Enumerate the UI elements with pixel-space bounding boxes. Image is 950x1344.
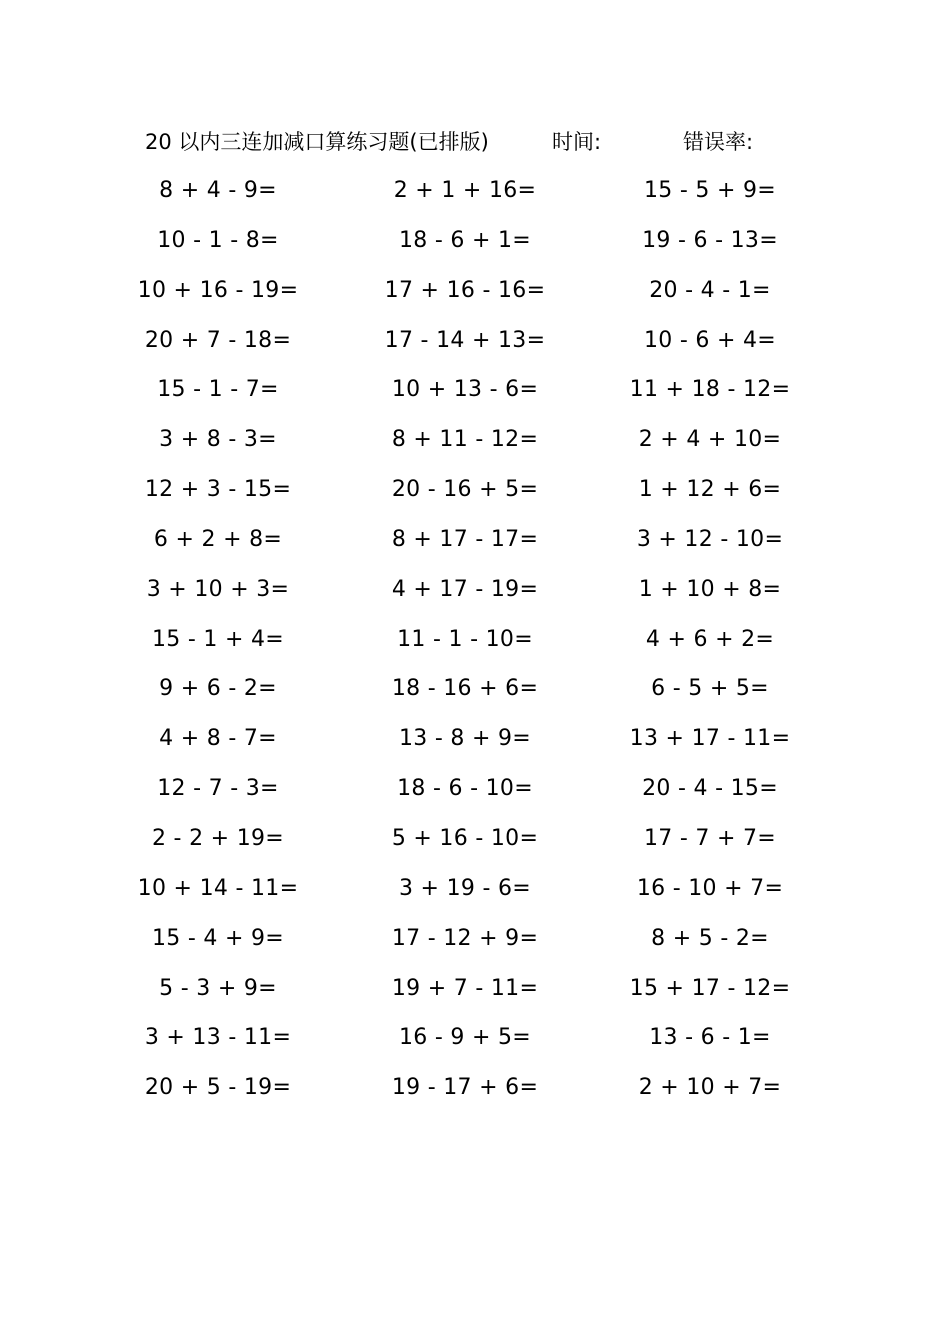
math-problem: 10 - 6 + 4= <box>643 327 777 353</box>
math-problem: 20 + 7 - 18= <box>144 327 292 353</box>
math-problem: 19 - 17 + 6= <box>391 1075 539 1101</box>
error-rate-label: 错误率: <box>683 130 754 154</box>
time-label: 时间: <box>552 130 602 154</box>
problem-row <box>0 224 950 274</box>
math-problem: 15 - 1 + 4= <box>151 626 285 652</box>
problem-row <box>0 972 950 1022</box>
math-problem: 12 - 7 - 3= <box>157 776 279 802</box>
math-problem: 18 - 16 + 6= <box>391 676 539 702</box>
math-problem: 17 - 12 + 9= <box>391 925 539 951</box>
math-problem: 13 - 8 + 9= <box>398 726 532 752</box>
math-problem: 17 - 7 + 7= <box>643 825 777 851</box>
math-problem: 1 + 10 + 8= <box>638 576 782 602</box>
math-problem: 20 - 4 - 1= <box>649 277 771 303</box>
problem-row <box>0 174 950 224</box>
math-problem: 8 + 4 - 9= <box>159 178 277 203</box>
math-problem: 16 - 9 + 5= <box>398 1025 532 1051</box>
math-problem: 20 - 16 + 5= <box>391 477 539 503</box>
math-problem: 16 - 10 + 7= <box>636 875 784 901</box>
problem-grid <box>0 174 950 1121</box>
math-problem: 2 - 2 + 19= <box>151 825 285 851</box>
math-problem: 15 - 5 + 9= <box>643 178 777 203</box>
math-problem: 19 + 7 - 11= <box>391 975 539 1001</box>
problem-row <box>0 623 950 673</box>
problem-row <box>0 523 950 573</box>
math-problem: 20 + 5 - 19= <box>144 1075 292 1101</box>
math-problem: 11 + 18 - 12= <box>629 377 791 403</box>
math-problem: 3 + 12 - 10= <box>636 526 784 552</box>
math-problem: 17 - 14 + 13= <box>384 327 546 353</box>
math-problem: 20 - 4 - 15= <box>642 776 778 802</box>
problem-row <box>0 473 950 523</box>
math-problem: 2 + 1 + 16= <box>393 178 537 203</box>
math-problem: 18 - 6 - 10= <box>397 776 533 802</box>
math-problem: 8 + 5 - 2= <box>651 925 769 951</box>
math-problem: 10 - 1 - 8= <box>157 227 279 253</box>
math-problem: 3 + 19 - 6= <box>398 875 532 901</box>
math-problem: 15 - 1 - 7= <box>157 377 279 403</box>
math-problem: 6 + 2 + 8= <box>153 526 283 552</box>
math-problem: 15 - 4 + 9= <box>151 925 285 951</box>
worksheet-title: 20 以内三连加减口算练习题(已排版) <box>145 130 489 154</box>
math-problem: 13 - 6 - 1= <box>649 1025 771 1051</box>
math-problem: 2 + 10 + 7= <box>638 1075 782 1101</box>
math-problem: 10 + 16 - 19= <box>137 277 299 303</box>
math-problem: 5 - 3 + 9= <box>159 975 277 1001</box>
math-problem: 8 + 17 - 17= <box>391 526 539 552</box>
problem-row <box>0 722 950 772</box>
problem-row <box>0 1021 950 1071</box>
problem-row <box>0 822 950 872</box>
math-problem: 3 + 8 - 3= <box>159 427 277 453</box>
problem-row <box>0 1071 950 1121</box>
problem-row <box>0 872 950 922</box>
math-problem: 1 + 12 + 6= <box>638 477 782 503</box>
math-problem: 6 - 5 + 5= <box>651 676 769 702</box>
math-problem: 4 + 17 - 19= <box>391 576 539 602</box>
math-problem: 3 + 10 + 3= <box>146 576 290 602</box>
math-problem: 4 + 6 + 2= <box>645 626 775 652</box>
math-problem: 18 - 6 + 1= <box>398 227 532 253</box>
math-problem: 11 - 1 - 10= <box>397 626 533 652</box>
math-problem: 9 + 6 - 2= <box>159 676 277 702</box>
problem-row <box>0 772 950 822</box>
math-problem: 17 + 16 - 16= <box>384 277 546 303</box>
problem-row <box>0 423 950 473</box>
math-problem: 4 + 8 - 7= <box>159 726 277 752</box>
problem-row <box>0 672 950 722</box>
problem-row <box>0 373 950 423</box>
math-problem: 12 + 3 - 15= <box>144 477 292 503</box>
math-problem: 8 + 11 - 12= <box>391 427 539 453</box>
problem-row <box>0 274 950 324</box>
problem-row <box>0 573 950 623</box>
math-problem: 13 + 17 - 11= <box>629 726 791 752</box>
math-problem: 5 + 16 - 10= <box>391 825 539 851</box>
problem-row <box>0 324 950 374</box>
math-problem: 3 + 13 - 11= <box>144 1025 292 1051</box>
math-problem: 10 + 14 - 11= <box>137 875 299 901</box>
problem-row <box>0 922 950 972</box>
math-problem: 19 - 6 - 13= <box>642 227 778 253</box>
math-problem: 10 + 13 - 6= <box>391 377 539 403</box>
math-problem: 15 + 17 - 12= <box>629 975 791 1001</box>
math-problem: 2 + 4 + 10= <box>638 427 782 453</box>
